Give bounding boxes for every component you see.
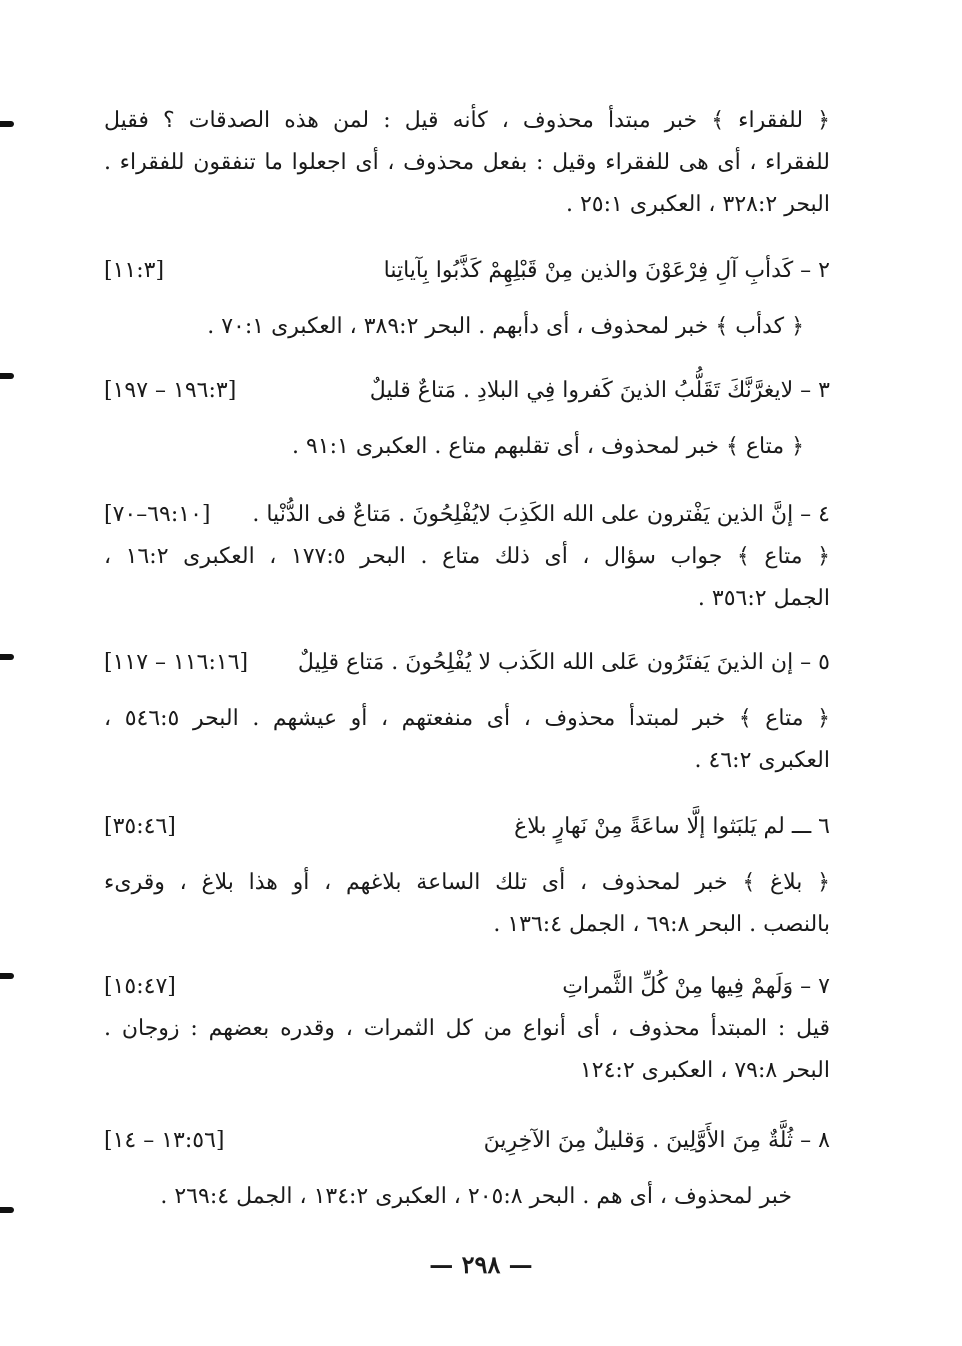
entry-2: [104, 250, 830, 348]
verse-line: [104, 1120, 830, 1162]
commentary-line: البحر ٣٢٨:٢ ، العكبرى ٢٥:١ .: [565, 192, 830, 217]
verse-text: ٥ – إن الذينَ يَفتَرُون عَلى الله الكَذب لا يُفْلِحُونَ . مَتاع قلِيلٌ: [297, 650, 830, 675]
edge-mark: [0, 654, 14, 660]
commentary-line: بالنصب . البحر ٦٩:٨ ، الجمل ١٣٦:٤ .: [493, 912, 830, 937]
commentary-line: ﴿ بلاغ ﴾ خبر لمحذوف ، أى تلك الساعة بلاغهم ، أو هذا بلاغ ، وقرىء: [104, 870, 830, 895]
verse-line: [104, 494, 830, 536]
edge-mark: [0, 1207, 14, 1213]
verse-text: ٣ – لايغرَّنَّكَ تَقَلُّبُ الذينَ كَفروا فِي البلادِ . مَتاعٌ قليلٌ: [369, 378, 830, 403]
entry-3: [104, 370, 830, 468]
entry-4: [104, 494, 830, 620]
commentary-line: العكبرى ٤٦:٢ .: [694, 748, 830, 773]
verse-text: ٤ – إنَّ الذين يَفْترون على الله الكَذِبَ لايُفْلِحُونَ . مَتاعٌ فى الدُّنْيا .: [252, 502, 830, 527]
verse-line: [104, 806, 830, 848]
edge-mark: [0, 121, 14, 127]
entry-6: [104, 806, 830, 946]
entry-8: [104, 1120, 830, 1218]
verse-line: [104, 966, 830, 1008]
verse-reference: [١٣:٥٦ – ١٤]: [104, 1128, 225, 1153]
verse-reference: [١١٦:١٦ – ١١٧]: [104, 650, 249, 675]
edge-mark: [0, 373, 14, 379]
commentary-line: ﴿ متاع ﴾ خبر لمبتدأ محذوف ، أى منفعتهم ، أو عيشهم . البحر ٥٤٦:٥ ،: [104, 706, 830, 731]
verse-reference: [١١:٣]: [104, 258, 165, 283]
commentary-line: للفقراء ، أى هى للفقراء وقيل : بفعل محذوف ، أى اجعلوا ما تنفقون للفقراء .: [104, 150, 830, 175]
commentary-line: ﴿ متاع ﴾ جواب سؤال ، أى ذلك متاع . البحر ١٧٧:٥ ، العكبرى ١٦:٢ ،: [104, 544, 831, 569]
verse-reference: [٦٩:١٠–٧٠]: [104, 502, 211, 527]
verse-reference: [١٩٦:٣ – ١٩٧]: [104, 378, 237, 403]
commentary-line: قيل : المبتدأ محذوف ، أى أنواع من كل الثمرات ، وقدره بعضهم : زوجان .: [104, 1016, 830, 1041]
verse-text: ٧ – وَلَهمْ فِيها مِنْ كُلِّ الثَّمراتِ: [562, 974, 830, 999]
verse-text: ٢ – كَدأبِ آلِ فِرْعَوْنَ والذين مِنْ قَبْلِهِمْ كَذَّبُوا بِآياتِنا: [383, 258, 830, 283]
verse-line: [104, 642, 830, 684]
verse-line: [104, 250, 830, 292]
verse-reference: [١٥:٤٧]: [104, 974, 176, 999]
verse-line: [104, 370, 830, 412]
commentary-line: ﴿ متاع ﴾ خبر لمحذوف ، أى تقلبهم متاع . العكبرى ٩١:١ .: [291, 434, 804, 459]
commentary-line: الجمل ٣٥٦:٢ .: [697, 586, 830, 611]
commentary-line: ﴿ كدأب ﴾ خبر لمحذوف ، أى دأبهم . البحر ٣٨٩:٢ ، العكبرى ٧٠:١ .: [207, 314, 804, 339]
page-number: — ٢٩٨ —: [429, 1250, 533, 1279]
verse-text: ٨ – ثُلَّةٌ مِنَ الأَوَّلِينَ . وَقليلٌ مِنَ الآخِرِينَ: [483, 1128, 830, 1153]
verse-text: ٦ ـــ لم يَلبَثوا إلَّا ساعَةً مِنْ نَهارٍ بلاغ: [514, 814, 830, 839]
commentary-line: ﴿ للفقراء ﴾ خبر مبتدأ محذوف ، كأنه قيل : لمن هذه الصدقات ؟ فقيل: [104, 108, 830, 133]
entry-1: [104, 100, 830, 226]
entry-7: [104, 966, 830, 1092]
verse-reference: [٣٥:٤٦]: [104, 814, 176, 839]
commentary-line: خبر لمحذوف ، أى هم . البحر ٢٠٥:٨ ، العكبرى ١٣٤:٢ ، الجمل ٢٦٩:٤ .: [160, 1184, 792, 1209]
commentary-line: البحر ٧٩:٨ ، العكبرى ١٢٤:٢: [579, 1058, 830, 1083]
edge-mark: [0, 973, 14, 979]
entry-5: [104, 642, 830, 782]
